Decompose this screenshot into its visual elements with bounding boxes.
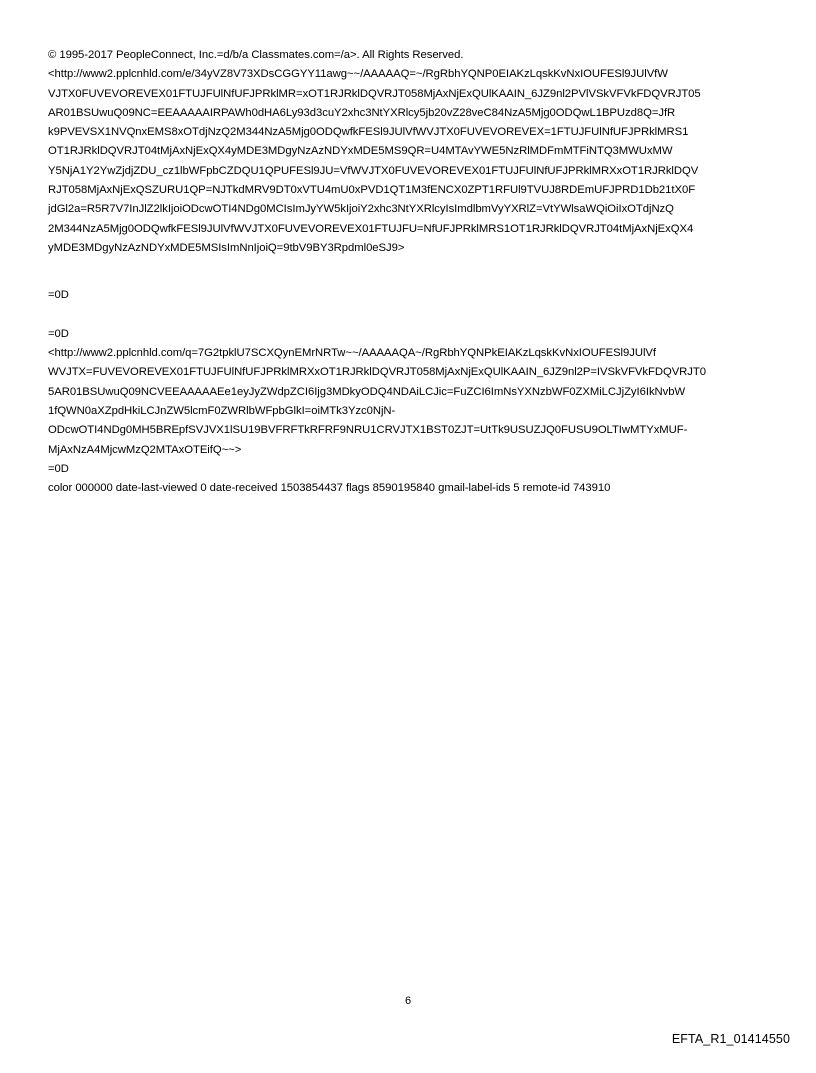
url-line: <http://www2.pplcnhld.com/q=7G2tpklU7SCXQynEMrNRTw~~/AAAAAQA~/RgRbhYQNPkEIAKzLqskKvNxIOUFESl9JUlVf bbox=[48, 347, 656, 360]
url-line: RJT058MjAxNjExQSZURU1QP=NJTkdMRV9DT0xVTU4mU0xPVD1QT1M3fENCX0ZPT1RFUl9TVUJ8RDEmUFJPRD1Db21tX0F bbox=[48, 184, 696, 197]
encoded-line-break: =0D bbox=[48, 462, 69, 475]
url-block bbox=[48, 344, 778, 460]
url-line: Y5NjA1Y2YwZjdjZDU_cz1lbWFpbCZDQU1QPUFESl9JU=VfWVJTX0FUVEVOREVEX01FTUJFUlNfUFJPRklMRXxOT1RJRklDQV bbox=[48, 164, 699, 177]
url-line: VJTX0FUVEVOREVEX01FTUJFUlNfUFJPRklMR=xOT1RJRklDQVRJT058MjAxNjExQUlKAAIN_6JZ9nl2PVlVSkVFVkFDQVRJT05 bbox=[48, 87, 701, 100]
copyright-block bbox=[48, 46, 778, 258]
url-line: jdGl2a=R5R7V7InJlZ2lkIjoiODcwOTI4NDg0MCIsImJyYW5kIjoiY2xhc3NtYXRlcyIsImdlbmVyYXRlZ=VtYWlsaWQiOiIxOTdjNzQ bbox=[48, 203, 674, 216]
metadata-line: color 000000 date-last-viewed 0 date-received 1503854437 flags 8590195840 gmail-label-ids 5 remote-id 743910 bbox=[48, 482, 611, 495]
url-line: OT1RJRklDQVRJT04tMjAxNjExQX4yMDE3MDgyNzAzNDYxMDE5MS9QR=U4MTAvYWE5NzRlMDFmMTFiNTQ3MWUxMW bbox=[48, 145, 673, 158]
page-number: 6 bbox=[404, 995, 412, 1007]
url-line: 1fQWN0aXZpdHkiLCJnZW5lcmF0ZWRlbWFpbGlkI=oiMTk3Yzc0NjN- bbox=[48, 405, 396, 418]
url-line: AR01BSUwuQ09NC=EEAAAAAIRPAWh0dHA6Ly93d3cuY2xhc3NtYXRlcy5jb20vZ28veC84NzA5Mjg0ODQwL1BPUzd8Q=JfR bbox=[48, 106, 676, 119]
url-line: MjAxNzA4MjcwMzQ2MTAxOTEifQ~~> bbox=[48, 443, 242, 456]
url-line: 2M344NzA5Mjg0ODQwfkFESl9JUlVfWVJTX0FUVEVOREVEX01FTUJFU=NfUFJPRklMRS1OT1RJRklDQVRJT04tMjAxNjExQX4 bbox=[48, 222, 694, 235]
text-line: © 1995-2017 PeopleConnect, Inc.=d/b/a Classmates.com=/a>. All Rights Reserved. bbox=[48, 49, 464, 61]
url-line: 5AR01BSUwuQ09NCVEEAAAAAEe1eyJyZWdpZCI6Ijg3MDkyODQ4NDAiLCJic=FuZCI6ImNsYXNzbWF0ZXMiLCJjZyI6IkNvbW bbox=[48, 385, 686, 398]
url-line: <http://www2.pplcnhld.com/e/34yVZ8V73XDsCGGYY11awg~~/AAAAAQ=~/RgRbhYQNP0EIAKzLqskKvNxIOUFESl9JUlVfW bbox=[48, 68, 668, 81]
url-line: WVJTX=FUVEVOREVEX01FTUJFUlNfUFJPRklMRXxOT1RJRklDQVRJT058MjAxNjExQUlKAAIN_6JZ9nl2P=IVSkVFVkFDQVRJT0 bbox=[48, 366, 706, 379]
url-line: ODcwOTI4NDg0MH5BREpfSVJVX1lSU19BVFRFTkRFRF9NRU1CRVJTX1BST0ZJT=UtTk9USUZJQ0FUSU9OLTIwMTYxMUF- bbox=[48, 424, 688, 437]
encoded-line-break: =0D bbox=[48, 327, 69, 340]
bates-number: EFTA_R1_01414550 bbox=[671, 1032, 790, 1046]
url-line: yMDE3MDgyNzAzNDYxMDE5MSIsImNnIjoiQ=9tbV9BY3Rpdml0eSJ9> bbox=[48, 241, 405, 254]
page-body bbox=[48, 46, 778, 499]
encoded-line-break: =0D bbox=[48, 289, 69, 302]
url-line: k9PVEVSX1NVQnxEMS8xOTdjNzQ2M344NzA5Mjg0ODQwfkFESl9JUlVfWVJTX0FUVEVOREVEX=1FTUJFUlNfUFJPRklMRS1 bbox=[48, 126, 689, 139]
